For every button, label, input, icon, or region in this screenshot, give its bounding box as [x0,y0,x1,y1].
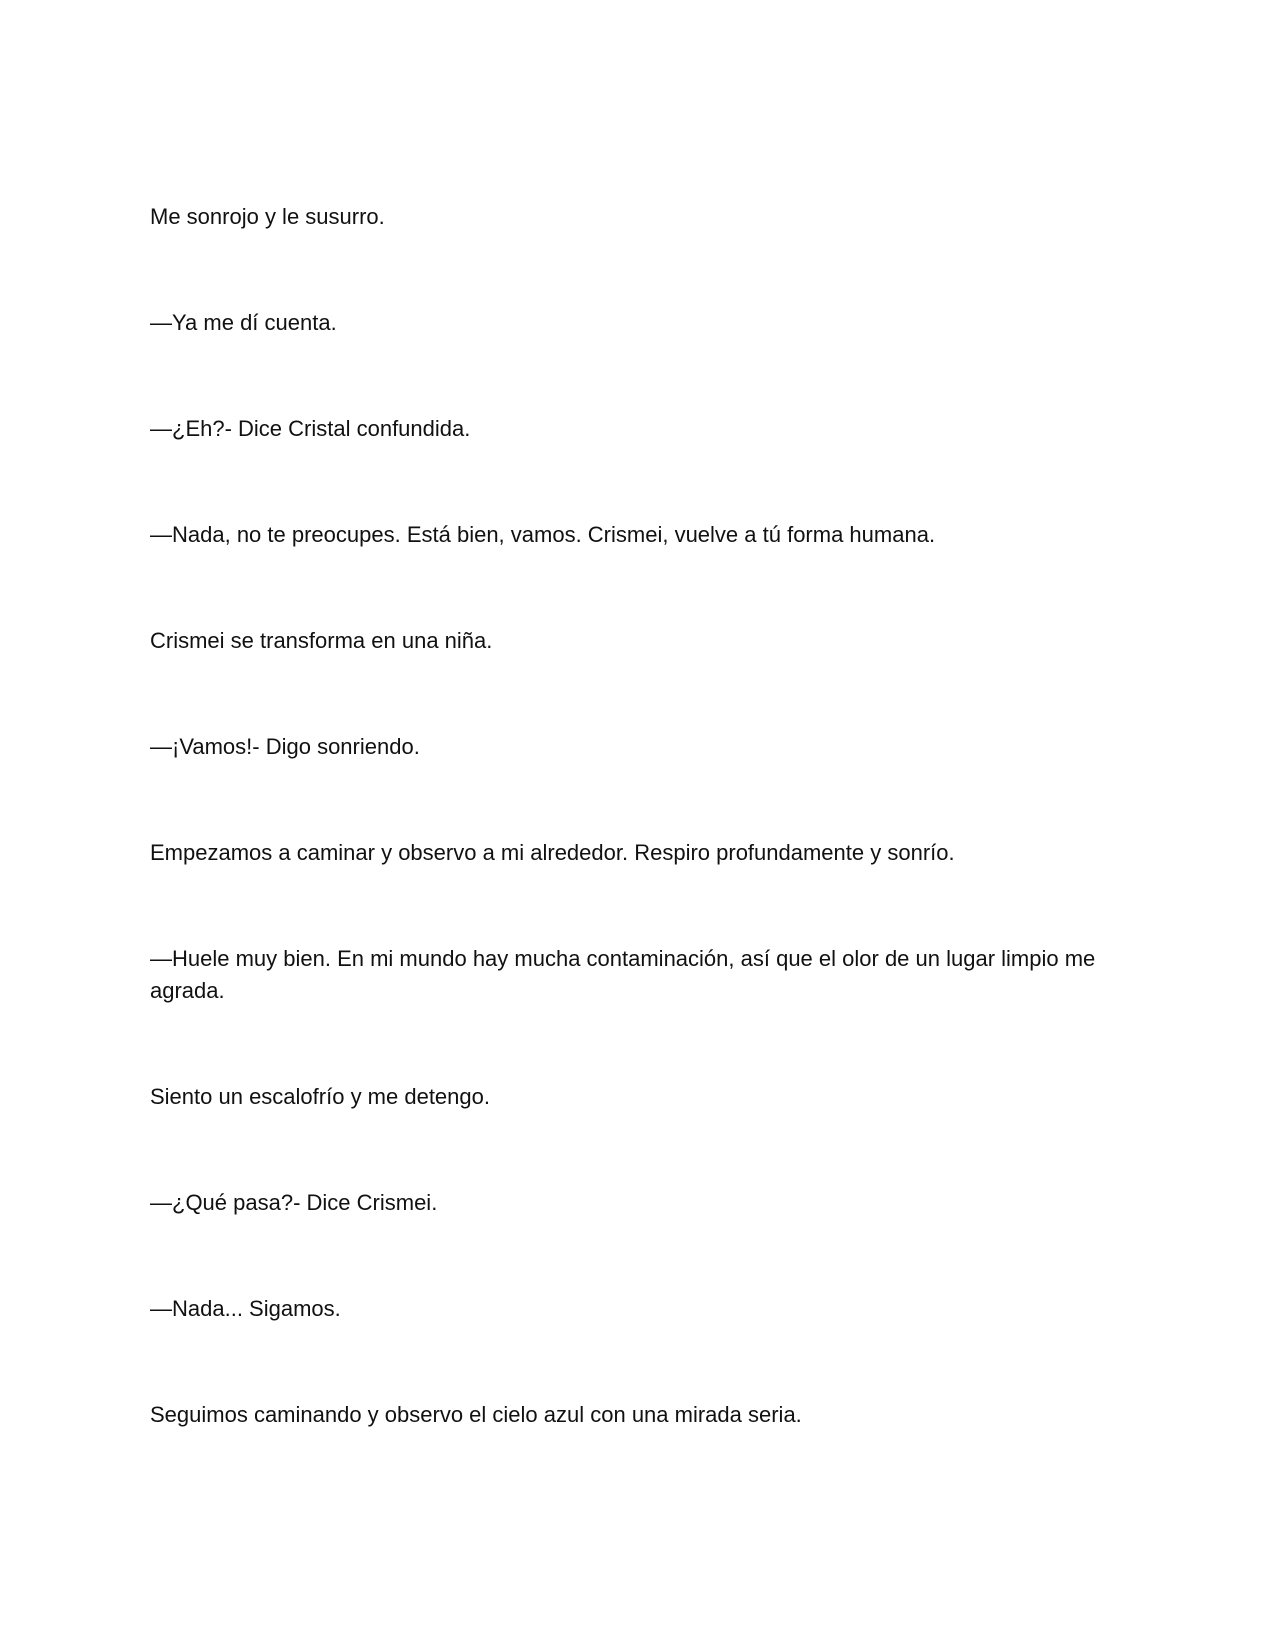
paragraph: Me sonrojo y le susurro. [150,204,385,229]
paragraph: —Nada... Sigamos. [150,1296,341,1321]
paragraph: —Ya me dí cuenta. [150,310,337,335]
paragraph: Siento un escalofrío y me detengo. [150,1084,490,1109]
paragraph: Empezamos a caminar y observo a mi alrededor. Respiro profundamente y sonrío. [150,840,955,865]
paragraph: —Nada, no te preocupes. Está bien, vamos. Crismei, vuelve a tú forma humana. [150,522,936,547]
paragraph: —¿Eh?- Dice Cristal confundida. [150,416,471,441]
paragraph: —Huele muy bien. En mi mundo hay mucha contaminación, así que el olor de un lugar limpio me agrada. [150,946,1096,1003]
paragraph: —¡Vamos!- Digo sonriendo. [150,734,420,759]
paragraph: Seguimos caminando y observo el cielo azul con una mirada seria. [150,1402,802,1427]
paragraph: Crismei se transforma en una niña. [150,628,493,653]
paragraph: —¿Qué pasa?- Dice Crismei. [150,1190,438,1215]
